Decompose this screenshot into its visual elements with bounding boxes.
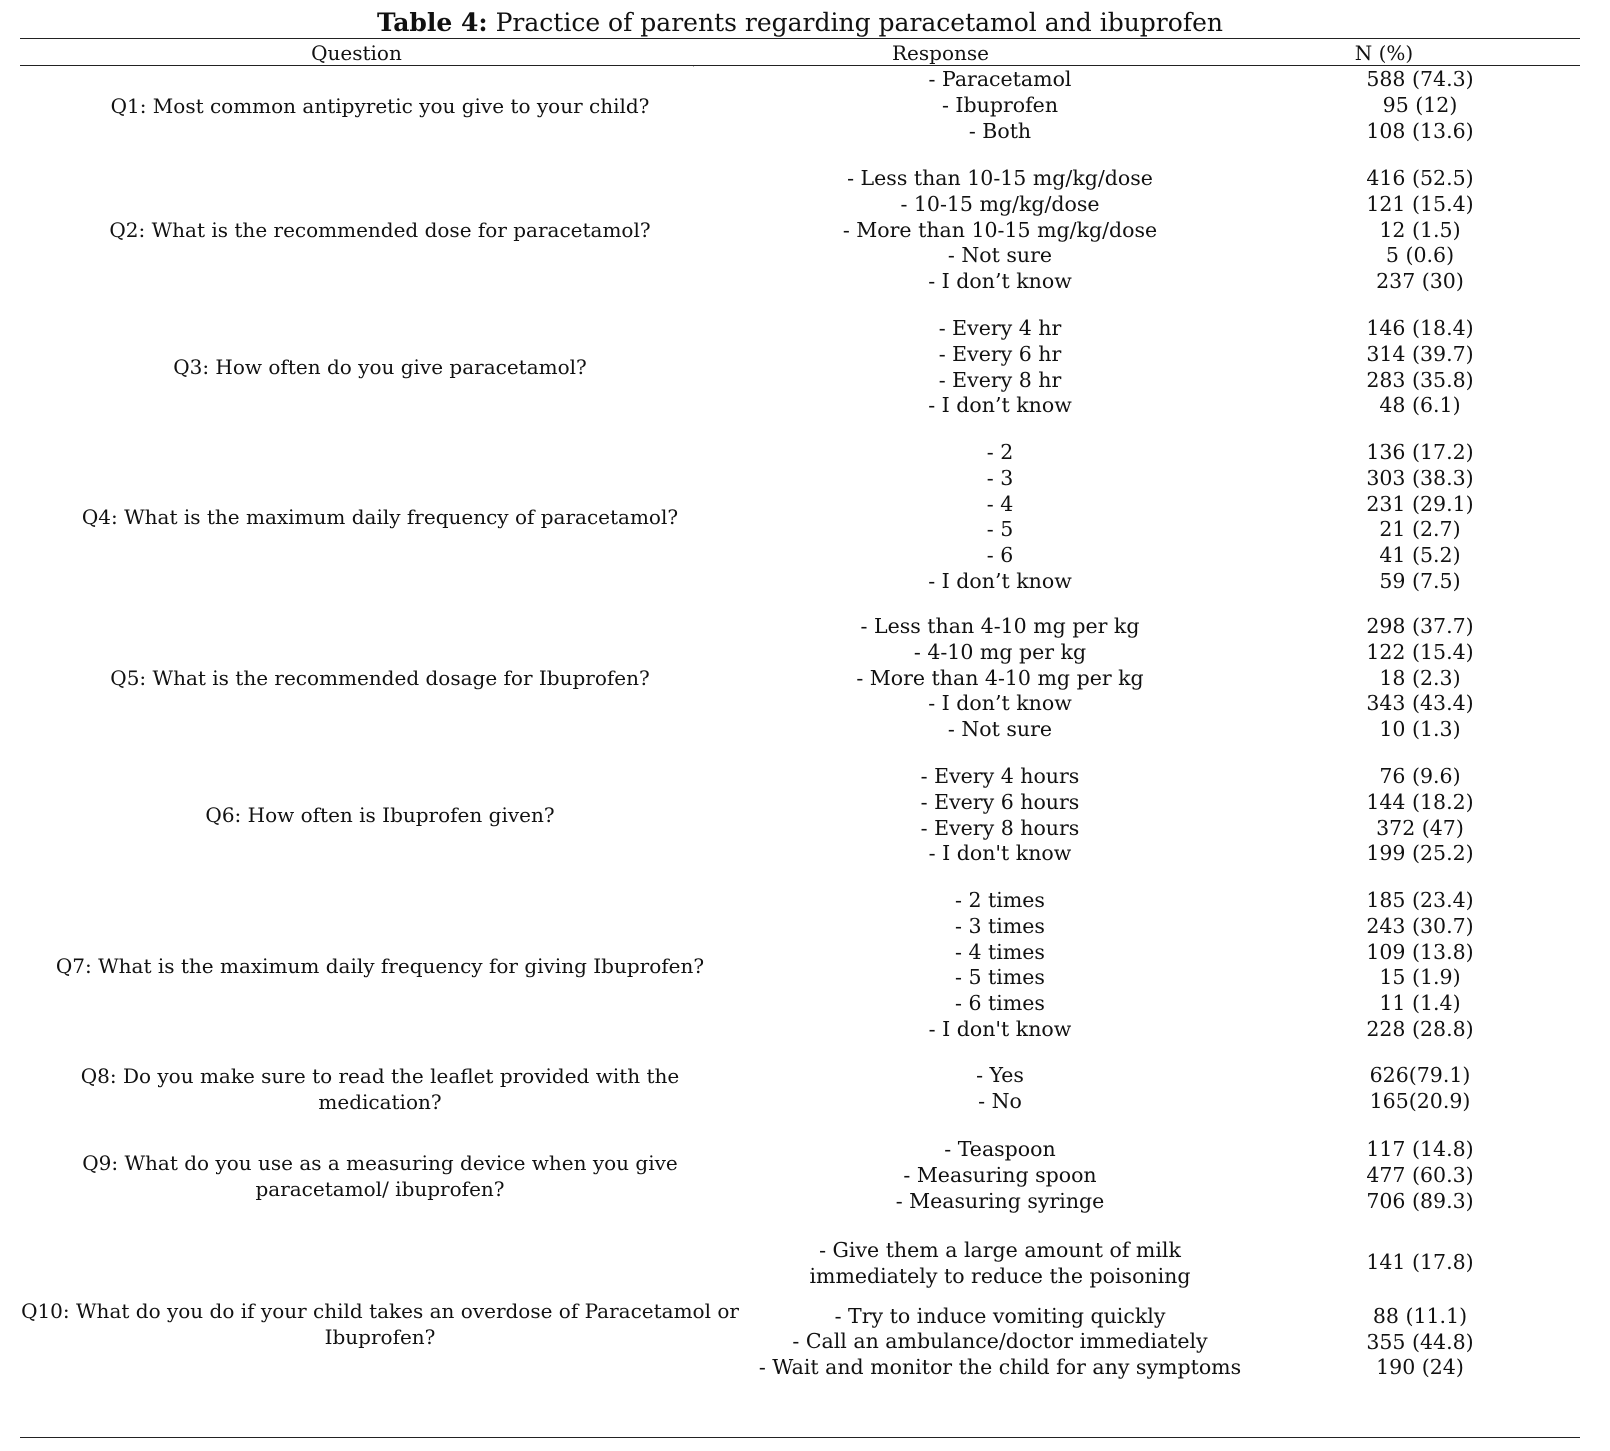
count-cell <box>1260 166 1580 295</box>
response-item: - Less than 10-15 mg/kg/dose <box>847 166 1153 190</box>
count-value: 146 (18.4) <box>1366 316 1474 340</box>
count-value: 144 (18.2) <box>1366 789 1474 814</box>
response-cell <box>740 1137 1260 1214</box>
header-response: Response <box>892 41 989 65</box>
question-cell: Q2: What is the recommended dose for paracetamol? <box>109 217 651 242</box>
response-item: - Every 4 hours <box>920 764 1080 788</box>
response-item: - Every 8 hours <box>920 815 1080 840</box>
response-item: - I don't know <box>928 841 1072 866</box>
count-value: 41 (5.2) <box>1379 543 1461 568</box>
count-value: 10 (1.3) <box>1379 717 1461 742</box>
question-line: medication? <box>318 1090 442 1114</box>
response-item: - 3 <box>986 465 1014 490</box>
response-item: - Measuring syringe <box>895 1188 1105 1213</box>
response-item: - 5 times <box>955 965 1045 990</box>
response-cell <box>740 614 1260 743</box>
response-item: - I don’t know <box>928 691 1072 716</box>
count-cell <box>1260 1238 1580 1381</box>
count-value: 372 (47) <box>1376 815 1464 840</box>
count-value: 243 (30.7) <box>1366 913 1474 938</box>
table-row <box>20 764 1580 866</box>
question-line: paracetamol/ ibuprofen? <box>255 1177 505 1201</box>
count-cell <box>1260 614 1580 743</box>
question-line: Q9: What do you use as a measuring device when you give <box>82 1151 678 1175</box>
count-value: 109 (13.8) <box>1366 939 1474 964</box>
response-item: - Call an ambulance/doctor immediately <box>792 1329 1208 1354</box>
count-value: 18 (2.3) <box>1379 665 1461 690</box>
count-value: 237 (30) <box>1376 269 1464 294</box>
count-value: 190 (24) <box>1376 1355 1464 1380</box>
table-row <box>20 888 1580 1043</box>
count-value: 477 (60.3) <box>1366 1162 1474 1187</box>
question-cell <box>20 1238 740 1410</box>
count-value: 199 (25.2) <box>1366 841 1474 866</box>
count-value: 343 (43.4) <box>1366 691 1474 716</box>
count-value: 121 (15.4) <box>1366 191 1474 216</box>
response-item: - I don’t know <box>928 393 1072 418</box>
question-cell <box>20 1137 740 1215</box>
count-value: 117 (14.8) <box>1366 1137 1474 1161</box>
count-value: 15 (1.9) <box>1379 965 1461 990</box>
count-value: 76 (9.6) <box>1379 764 1461 788</box>
response-item: - I don’t know <box>928 269 1072 294</box>
question-cell: Q3: How often do you give paracetamol? <box>173 355 587 379</box>
response-item: - I don't know <box>928 1016 1072 1041</box>
table-title: Practice of parents regarding paracetamol and ibuprofen <box>495 8 1223 37</box>
table-row <box>20 166 1580 293</box>
count-value: 59 (7.5) <box>1379 568 1461 593</box>
count-value: 185 (23.4) <box>1366 888 1474 912</box>
table-row <box>20 614 1580 742</box>
response-cell <box>740 888 1260 1043</box>
count-cell <box>1260 67 1580 144</box>
table-label: Table 4: <box>377 8 488 37</box>
question-cell: Q1: Most common antipyretic you give to your child? <box>110 93 650 118</box>
question-line: Q10: What do you do if your child takes an overdose of Paracetamol or <box>21 1299 739 1323</box>
count-cell <box>1260 440 1580 595</box>
response-item: - 10-15 mg/kg/dose <box>900 191 1100 216</box>
table-row <box>20 67 1580 144</box>
table-caption <box>20 6 1580 40</box>
question-line: Ibuprofen? <box>324 1325 436 1349</box>
count-value: 95 (12) <box>1382 92 1458 117</box>
header-question: Question <box>311 41 402 65</box>
response-item: - I don’t know <box>928 568 1072 593</box>
question-cell: Q5: What is the recommended dosage for Ibuprofen? <box>110 666 650 690</box>
count-value: 12 (1.5) <box>1379 217 1461 242</box>
header-rule <box>20 65 1580 66</box>
count-value: 122 (15.4) <box>1366 639 1474 664</box>
count-value: 283 (35.8) <box>1366 367 1474 392</box>
response-item: - 6 <box>986 543 1014 568</box>
count-value: 588 (74.3) <box>1366 67 1474 91</box>
count-value: 141 (17.8) <box>1366 1250 1474 1274</box>
response-cell <box>740 67 1260 144</box>
response-item: - Teaspoon <box>944 1137 1056 1161</box>
count-value: 626(79.1) <box>1369 1063 1471 1087</box>
question-cell <box>20 1063 740 1115</box>
count-value: 298 (37.7) <box>1366 614 1474 638</box>
count-cell <box>1260 1137 1580 1214</box>
response-item: - 6 times <box>955 991 1045 1016</box>
count-value: 88 (11.1) <box>1372 1303 1468 1328</box>
table-row <box>20 316 1580 418</box>
response-item: - Give them a large amount of milk immediately to reduce the poisoning <box>809 1238 1191 1288</box>
response-cell <box>740 166 1260 295</box>
response-item: - 5 <box>986 517 1014 542</box>
count-value: 706 (89.3) <box>1366 1188 1474 1213</box>
response-cell <box>740 1238 1260 1381</box>
count-cell <box>1260 1063 1580 1115</box>
response-cell <box>740 764 1260 867</box>
response-item: - Not sure <box>947 717 1053 742</box>
response-item: - Less than 4-10 mg per kg <box>860 614 1140 638</box>
response-item: - Paracetamol <box>928 67 1072 91</box>
count-value: 48 (6.1) <box>1379 393 1461 418</box>
response-item: - 4-10 mg per kg <box>913 639 1087 664</box>
count-value: 228 (28.8) <box>1366 1016 1474 1041</box>
count-value: 5 (0.6) <box>1385 243 1455 268</box>
count-cell <box>1260 888 1580 1043</box>
question-cell: Q4: What is the maximum daily frequency of paracetamol? <box>81 505 679 529</box>
count-value: 314 (39.7) <box>1366 341 1474 366</box>
count-value: 303 (38.3) <box>1366 465 1474 490</box>
response-item: - Every 8 hr <box>938 367 1062 392</box>
response-item: - Every 6 hours <box>920 789 1080 814</box>
response-item: - 4 <box>986 491 1014 516</box>
count-value: 11 (1.4) <box>1379 991 1461 1016</box>
table-row <box>20 1238 1580 1410</box>
question-line: Q8: Do you make sure to read the leaflet provided with the <box>80 1064 680 1088</box>
response-item: - Both <box>968 118 1032 143</box>
table-row <box>20 1137 1580 1215</box>
header-n-percent: N (%) <box>1354 41 1414 65</box>
top-rule <box>20 38 1580 39</box>
count-value: 108 (13.6) <box>1366 118 1474 143</box>
count-value: 416 (52.5) <box>1366 166 1474 190</box>
response-item: - No <box>978 1088 1022 1113</box>
response-item: - Try to induce vomiting quickly <box>834 1303 1166 1328</box>
question-cell: Q7: What is the maximum daily frequency for giving Ibuprofen? <box>55 953 705 978</box>
response-item: - More than 4-10 mg per kg <box>856 665 1144 690</box>
count-value: 21 (2.7) <box>1379 517 1461 542</box>
response-item: - 2 <box>986 440 1014 464</box>
count-value: 165(20.9) <box>1369 1088 1471 1113</box>
response-item: - Every 6 hr <box>938 341 1062 366</box>
table-row <box>20 1063 1580 1115</box>
response-item: - More than 10-15 mg/kg/dose <box>842 217 1158 242</box>
response-item: - Ibuprofen <box>941 92 1059 117</box>
response-item: - Not sure <box>947 243 1053 268</box>
response-item: - 3 times <box>955 913 1045 938</box>
response-item: - Every 4 hr <box>938 316 1062 340</box>
count-value: 355 (44.8) <box>1366 1329 1474 1354</box>
response-item: - Wait and monitor the child for any symptoms <box>758 1355 1242 1380</box>
table-row <box>20 440 1580 594</box>
count-cell <box>1260 316 1580 419</box>
response-item: - Yes <box>976 1063 1024 1087</box>
response-cell <box>740 316 1260 419</box>
count-value: 136 (17.2) <box>1366 440 1474 464</box>
response-item: - 2 times <box>955 888 1045 912</box>
count-value: 231 (29.1) <box>1366 491 1474 516</box>
bottom-rule <box>20 1437 1580 1438</box>
response-cell <box>740 1063 1260 1115</box>
response-item: - Measuring spoon <box>903 1162 1097 1187</box>
question-cell: Q6: How often is Ibuprofen given? <box>205 803 555 827</box>
response-cell <box>740 440 1260 595</box>
count-cell <box>1260 764 1580 867</box>
response-item: - 4 times <box>955 939 1045 964</box>
